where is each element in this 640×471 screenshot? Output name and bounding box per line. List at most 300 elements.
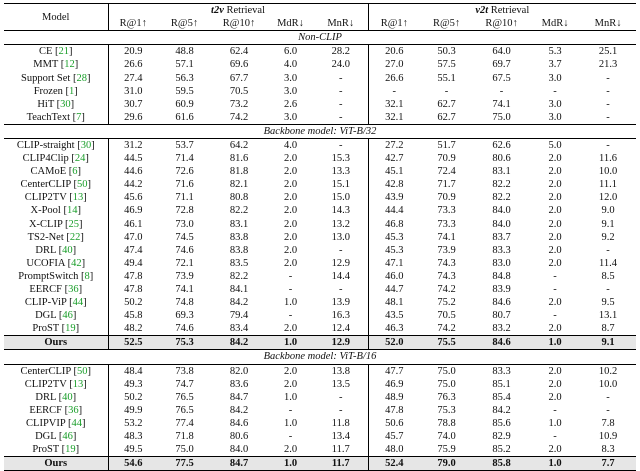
t2v-value-cell: 84.2 (211, 336, 267, 350)
v2t-value-cell: 52.0 (368, 336, 420, 350)
ours-row (4, 457, 636, 471)
citation-link[interactable]: 25 (68, 218, 80, 230)
t2v-value-cell: 6.0 (267, 45, 314, 59)
model-name: EERCF (29, 284, 63, 296)
table-row (4, 378, 636, 391)
table-row (4, 138, 636, 152)
model-name-cell: CLIP-straight [30] (4, 138, 108, 152)
citation-link[interactable]: 19 (65, 323, 76, 335)
model-name-cell: CLIPVIP [44] (26, 417, 86, 429)
t2v-value-cell: - (339, 284, 343, 296)
citation-link[interactable]: 21 (58, 46, 70, 58)
t2v-value-cell: 1.0 (283, 297, 298, 309)
t2v-value-cell: 1.0 (267, 336, 314, 350)
t2v-metric-header: MnR↓ (314, 17, 368, 31)
model-name: CLIPVIP (26, 417, 66, 429)
model-name: ProST (32, 444, 60, 456)
t2v-value-cell: 3.0 (283, 72, 298, 84)
t2v-value-cell: 74.2 (229, 111, 249, 123)
t2v-value-cell: 1.0 (283, 391, 298, 403)
citation-link[interactable]: 19 (65, 444, 76, 456)
v2t-retrieval-header: v2t Retrieval (368, 4, 636, 18)
v2t-value-cell: 48.1 (368, 296, 420, 309)
t2v-value-cell: 48.4 (108, 364, 158, 378)
v2t-value-cell: 7.7 (580, 457, 636, 471)
v2t-value-cell: 84.8 (492, 270, 511, 282)
model-name-cell: TS2-Net [22] (27, 231, 84, 243)
v2t-value-cell: - (606, 391, 610, 403)
results-table-body (4, 31, 636, 471)
v2t-value-cell: - (606, 111, 610, 123)
v2t-value-cell: 46.3 (368, 322, 420, 336)
v2t-value-cell: 67.5 (492, 72, 511, 84)
t2v-metric-header: R@5↑ (158, 17, 211, 31)
v2t-value-cell: 70.9 (437, 192, 456, 204)
t2v-value-cell: 82.0 (211, 364, 267, 378)
model-name: CE (38, 46, 53, 58)
model-name-cell: HiT [30] (37, 98, 75, 110)
t2v-value-cell: 77.4 (175, 417, 194, 429)
v2t-value-cell: 83.7 (492, 231, 511, 243)
v2t-value-cell: 32.1 (368, 111, 420, 125)
v2t-value-cell: 75.0 (437, 378, 456, 390)
t2v-value-cell: 69.3 (175, 310, 194, 322)
t2v-value-cell: 2.0 (283, 166, 298, 178)
table-row (4, 443, 636, 457)
citation-link[interactable]: 13 (72, 192, 84, 204)
v2t-value-cell: 83.3 (473, 364, 530, 378)
t2v-value-cell: 52.5 (108, 336, 158, 350)
citation-link[interactable]: 7 (76, 111, 82, 123)
t2v-value-cell: 84.7 (229, 391, 249, 403)
v2t-value-cell: 43.9 (368, 191, 420, 204)
t2v-value-cell: 56.3 (175, 72, 194, 84)
model-name-cell: TeachText [7] (26, 111, 85, 123)
t2v-value-cell: - (288, 404, 293, 416)
v2t-value-cell: - (553, 284, 557, 296)
t2v-value-cell: 81.8 (229, 166, 249, 178)
v2t-value-cell: 5.0 (530, 138, 580, 152)
table-row (4, 417, 636, 430)
t2v-value-cell: 53.7 (158, 138, 211, 152)
t2v-value-cell: 24.0 (331, 59, 350, 71)
v2t-value-cell: 75.9 (437, 444, 456, 456)
v2t-value-cell: 48.0 (368, 443, 420, 457)
t2v-value-cell: 83.8 (229, 231, 249, 243)
t2v-value-cell: 3.0 (283, 111, 298, 123)
t2v-value-cell: 27.4 (108, 71, 158, 84)
t2v-value-cell: 15.3 (331, 153, 350, 165)
v2t-value-cell: 9.2 (601, 231, 615, 243)
t2v-value-cell: 75.0 (175, 444, 194, 456)
table-row (4, 178, 636, 191)
v2t-value-cell: 2.0 (530, 364, 580, 378)
model-name: EERCF (29, 404, 63, 416)
model-name-cell: DRL [40] (35, 391, 77, 403)
v2t-value-cell: 46.8 (368, 218, 420, 231)
t2v-value-cell: 74.1 (175, 284, 194, 296)
t2v-value-cell: 48.2 (108, 322, 158, 336)
v2t-value-cell: - (553, 404, 557, 416)
t2v-value-cell: 14.3 (331, 205, 350, 217)
t2v-value-cell: - (288, 284, 293, 296)
t2v-value-cell: 50.2 (108, 296, 158, 309)
results-table (4, 3, 636, 471)
citation-link[interactable]: 40 (62, 391, 73, 403)
v2t-value-cell: 64.0 (473, 45, 530, 59)
v2t-value-cell: 2.0 (548, 166, 562, 178)
t2v-value-cell: 2.0 (267, 364, 314, 378)
v2t-value-cell: 57.5 (437, 59, 456, 71)
citation-link[interactable]: 30 (60, 98, 71, 110)
t2v-value-cell: 82.2 (229, 270, 249, 282)
v2t-value-cell: 9.1 (601, 218, 615, 230)
table-row (4, 98, 636, 111)
v2t-value-cell: 1.0 (548, 417, 562, 429)
table-row (4, 270, 636, 283)
t2v-value-cell: 13.8 (314, 364, 368, 378)
table-row (4, 430, 636, 443)
v2t-value-cell: 73.9 (437, 244, 456, 256)
model-name: CenterCLIP (20, 365, 71, 377)
v2t-metric-header: R@10↑ (473, 17, 530, 31)
model-name: DGL (35, 431, 57, 443)
model-name: Frozen (33, 85, 63, 97)
ours-name-cell: Ours (4, 336, 108, 350)
section-title: Backbone model: ViT-B/32 (4, 124, 636, 138)
t2v-value-cell: 2.0 (283, 218, 298, 230)
model-name: ProST (32, 323, 60, 335)
t2v-value-cell: - (288, 310, 293, 322)
v2t-value-cell: 45.7 (368, 430, 420, 443)
t2v-value-cell: 1.0 (283, 417, 298, 429)
v2t-value-cell: - (368, 85, 420, 98)
v2t-value-cell: - (553, 85, 557, 97)
v2t-value-cell: 2.0 (548, 378, 562, 390)
table-row (4, 404, 636, 417)
v2t-value-cell: - (553, 310, 557, 322)
v2t-value-cell: 76.3 (437, 391, 456, 403)
t2v-value-cell: 13.5 (331, 378, 350, 390)
model-name-cell: CenterCLIP [50] (4, 364, 108, 378)
v2t-value-cell: - (553, 270, 557, 282)
t2v-value-cell: 15.1 (331, 179, 350, 191)
model-name: HiT (37, 98, 55, 110)
section-title: Non-CLIP (4, 31, 636, 45)
table-row (4, 165, 636, 178)
v2t-value-cell: 52.4 (368, 457, 420, 471)
v2t-value-cell: 85.1 (492, 378, 511, 390)
t2v-value-cell: 71.4 (175, 153, 194, 165)
v2t-value-cell: 10.0 (598, 378, 618, 390)
table-row (4, 71, 636, 84)
v2t-value-cell: 84.0 (492, 205, 511, 217)
citation-link[interactable]: 30 (80, 139, 92, 151)
model-name-cell: EERCF [36] (29, 404, 83, 416)
t2v-value-cell: 26.6 (108, 58, 158, 71)
v2t-value-cell: 73.3 (437, 205, 456, 217)
t2v-value-cell: 14.4 (331, 270, 350, 282)
citation-link[interactable]: 50 (76, 365, 88, 377)
t2v-value-cell: 83.8 (229, 244, 249, 256)
t2v-value-cell: 50.2 (108, 391, 158, 404)
citation-link[interactable]: 36 (68, 284, 79, 296)
v2t-value-cell: 44.7 (368, 283, 420, 296)
citation-link[interactable]: 24 (74, 153, 86, 165)
table-row (4, 85, 636, 98)
t2v-value-cell: 83.6 (229, 378, 249, 390)
t2v-value-cell: 82.2 (229, 205, 249, 217)
t2v-value-cell: 2.0 (283, 257, 298, 269)
table-row (4, 244, 636, 257)
t2v-value-cell: 73.2 (229, 98, 249, 110)
v2t-value-cell: 75.2 (437, 297, 456, 309)
v2t-value-cell: 46.0 (368, 270, 420, 283)
v2t-value-cell: 2.0 (548, 323, 562, 335)
t2v-value-cell: 31.0 (108, 85, 158, 98)
model-name: X-Pool (30, 205, 61, 217)
model-name: CLIP4Clip (22, 153, 69, 165)
v2t-value-cell: - (606, 72, 610, 84)
table-row (4, 364, 636, 378)
citation-link[interactable]: 6 (72, 166, 78, 178)
v2t-value-cell: 75.5 (420, 336, 473, 350)
model-name: CLIP-straight (16, 139, 75, 151)
v2t-value-cell: 62.6 (473, 138, 530, 152)
t2v-value-cell: 83.1 (229, 218, 249, 230)
model-name: PromptSwitch (18, 270, 79, 282)
v2t-value-cell: 20.6 (368, 45, 420, 59)
t2v-value-cell: 73.9 (175, 270, 194, 282)
citation-link[interactable]: 44 (72, 297, 84, 309)
model-name-cell: MMT [12] (33, 59, 79, 71)
v2t-metric-header: MnR↓ (580, 17, 636, 31)
citation-link[interactable]: 40 (62, 244, 73, 256)
citation-link[interactable]: 1 (69, 85, 75, 97)
model-name-cell: DGL [46] (35, 310, 77, 322)
t2v-value-cell: - (288, 270, 293, 282)
citation-link[interactable]: 28 (76, 72, 87, 84)
t2v-value-cell: 4.0 (283, 59, 298, 71)
v2t-value-cell: 47.7 (368, 364, 420, 378)
table-row (4, 257, 636, 270)
table-row (4, 309, 636, 322)
v2t-value-cell: 79.0 (420, 457, 473, 471)
v2t-value-cell: 2.0 (548, 444, 562, 456)
model-name-cell: Support Set [28] (21, 72, 91, 84)
t2v-value-cell: 61.6 (175, 111, 194, 123)
citation-link[interactable]: 12 (64, 59, 75, 71)
model-name: UCOFIA (26, 257, 65, 269)
model-name: TS2-Net (27, 231, 64, 243)
v2t-value-cell: 42.7 (368, 152, 420, 165)
v2t-value-cell: 26.6 (368, 71, 420, 84)
t2v-value-cell: 72.6 (175, 166, 194, 178)
t2v-metric-header: R@10↑ (211, 17, 267, 31)
t2v-value-cell: 74.6 (175, 323, 194, 335)
citation-link[interactable]: 36 (68, 404, 79, 416)
v2t-value-cell: 50.6 (368, 417, 420, 430)
v2t-value-cell: - (580, 138, 636, 152)
t2v-value-cell: 44.6 (108, 165, 158, 178)
v2t-value-cell: 27.0 (368, 58, 420, 71)
v2t-value-cell: 2.0 (548, 257, 562, 269)
t2v-value-cell: 12.9 (331, 257, 350, 269)
t2v-value-cell: 71.1 (175, 192, 194, 204)
t2v-value-cell: 2.0 (283, 153, 298, 165)
t2v-value-cell: 2.0 (283, 378, 298, 390)
table-row (4, 283, 636, 296)
t2v-value-cell: 80.8 (229, 192, 249, 204)
v2t-value-cell: 84.0 (492, 218, 511, 230)
section-title: Backbone model: ViT-B/16 (4, 350, 636, 364)
model-name-cell: CE [21] (4, 45, 108, 59)
t2v-value-cell: 57.1 (175, 59, 194, 71)
t2v-value-cell: 13.4 (331, 431, 350, 443)
t2v-value-cell: 64.2 (211, 138, 267, 152)
v2t-value-cell: 83.9 (492, 284, 511, 296)
model-name-cell: CenterCLIP [50] (20, 179, 91, 191)
t2v-value-cell: 53.2 (108, 417, 158, 430)
v2t-value-cell: 21.3 (598, 59, 618, 71)
v2t-value-cell: 74.0 (437, 431, 456, 443)
citation-link[interactable]: 46 (62, 431, 73, 443)
t2v-value-cell: 59.5 (175, 85, 194, 97)
v2t-value-cell: - (606, 85, 610, 97)
t2v-value-cell: - (339, 72, 343, 84)
t2v-value-cell: - (288, 431, 293, 443)
v2t-value-cell: 85.4 (492, 391, 511, 403)
v2t-value-cell: 1.0 (530, 336, 580, 350)
model-name: DGL (35, 310, 57, 322)
v2t-value-cell: - (606, 404, 610, 416)
table-row (4, 231, 636, 244)
v2t-value-cell: 3.0 (548, 111, 562, 123)
model-name-cell: PromptSwitch [8] (18, 270, 94, 282)
v2t-value-cell: - (553, 431, 557, 443)
t2v-value-cell: 44.2 (108, 178, 158, 191)
t2v-value-cell: 47.4 (108, 244, 158, 257)
v2t-value-cell: 84.6 (473, 336, 530, 350)
t2v-value-cell: 84.7 (211, 457, 267, 471)
citation-link[interactable]: 42 (71, 257, 82, 269)
t2v-value-cell: 4.0 (267, 138, 314, 152)
t2v-value-cell: 74.8 (175, 297, 194, 309)
t2v-value-cell: 2.0 (283, 231, 298, 243)
model-name-cell: DRL [40] (35, 244, 77, 256)
v2t-value-cell: 73.3 (437, 218, 456, 230)
citation-link[interactable]: 22 (69, 231, 81, 243)
v2t-value-cell: 2.0 (548, 192, 562, 204)
t2v-value-cell: 13.2 (331, 218, 350, 230)
t2v-value-cell: 69.6 (229, 59, 249, 71)
t2v-value-cell: 2.0 (283, 179, 298, 191)
model-name-cell: UCOFIA [42] (26, 257, 86, 269)
t2v-value-cell: 74.7 (175, 378, 194, 390)
v2t-value-cell: 82.2 (492, 192, 511, 204)
t2v-value-cell: 46.1 (108, 218, 158, 231)
v2t-value-cell: 8.7 (601, 323, 615, 335)
model-name-cell: X-CLIP [25] (28, 218, 83, 230)
ours-name-cell: Ours (4, 457, 108, 471)
table-row (4, 218, 636, 231)
model-name-cell: X-Pool [14] (30, 205, 81, 217)
header-row-groups (4, 4, 636, 18)
t2v-value-cell: 31.2 (108, 138, 158, 152)
t2v-value-cell: 82.1 (229, 179, 249, 191)
table-row (4, 391, 636, 404)
model-name-cell: CLIP4Clip [24] (22, 153, 89, 165)
t2v-value-cell: 11.7 (314, 457, 368, 471)
t2v-value-cell: 54.6 (108, 457, 158, 471)
v2t-value-cell: 11.6 (599, 153, 618, 165)
t2v-value-cell: 2.0 (283, 205, 298, 217)
t2v-value-cell: - (339, 111, 343, 123)
v2t-value-cell: 44.4 (368, 204, 420, 217)
v2t-value-cell: 42.8 (368, 178, 420, 191)
v2t-value-cell: 3.0 (548, 72, 562, 84)
model-name: Support Set (21, 72, 71, 84)
citation-link[interactable]: 13 (72, 378, 84, 390)
table-row (4, 111, 636, 125)
v2t-value-cell: 82.9 (492, 431, 511, 443)
t2v-value-cell: 79.4 (229, 310, 249, 322)
t2v-value-cell: 3.0 (283, 85, 298, 97)
v2t-value-cell: 8.3 (601, 444, 615, 456)
t2v-value-cell: 44.5 (108, 152, 158, 165)
v2t-value-cell: 8.5 (601, 270, 615, 282)
t2v-value-cell: 83.4 (229, 323, 249, 335)
citation-link[interactable]: 44 (71, 417, 82, 429)
model-name-cell: ProST [19] (32, 323, 80, 335)
v2t-value-cell: 2.0 (548, 297, 562, 309)
citation-link[interactable]: 50 (76, 179, 88, 191)
t2v-value-cell: 81.6 (229, 153, 249, 165)
model-name-cell: CLIP2TV [13] (24, 378, 87, 390)
v2t-value-cell: 2.0 (548, 205, 562, 217)
t2v-value-cell: - (339, 85, 343, 97)
t2v-value-cell: 29.6 (108, 111, 158, 125)
v2t-value-cell: 48.9 (368, 391, 420, 404)
table-row (4, 296, 636, 309)
v2t-value-cell: 12.0 (598, 192, 618, 204)
v2t-value-cell: 82.2 (492, 179, 511, 191)
t2v-value-cell: 83.5 (229, 257, 249, 269)
v2t-metric-header: MdR↓ (530, 17, 580, 31)
v2t-value-cell: 80.6 (492, 153, 511, 165)
citation-link[interactable]: 8 (84, 270, 90, 282)
t2v-value-cell: 12.9 (314, 336, 368, 350)
t2v-value-cell: 71.6 (175, 179, 194, 191)
citation-link[interactable]: 14 (66, 205, 78, 217)
table-row (4, 58, 636, 71)
model-name: CLIP2TV (24, 192, 67, 204)
t2v-metric-header: MdR↓ (267, 17, 314, 31)
citation-link[interactable]: 46 (62, 310, 73, 322)
v2t-value-cell: 43.5 (368, 309, 420, 322)
v2t-value-cell: 45.1 (368, 165, 420, 178)
v2t-value-cell: 80.7 (492, 310, 511, 322)
v2t-value-cell: 85.6 (492, 417, 511, 429)
model-name-cell: DGL [46] (35, 431, 77, 443)
model-name: MMT (33, 59, 59, 71)
model-name: CenterCLIP (20, 179, 71, 191)
v2t-value-cell: 84.6 (492, 297, 511, 309)
t2v-value-cell: 47.8 (108, 283, 158, 296)
model-name: DRL (35, 391, 56, 403)
v2t-value-cell: 3.7 (548, 59, 562, 71)
v2t-value-cell: 74.2 (437, 323, 456, 335)
